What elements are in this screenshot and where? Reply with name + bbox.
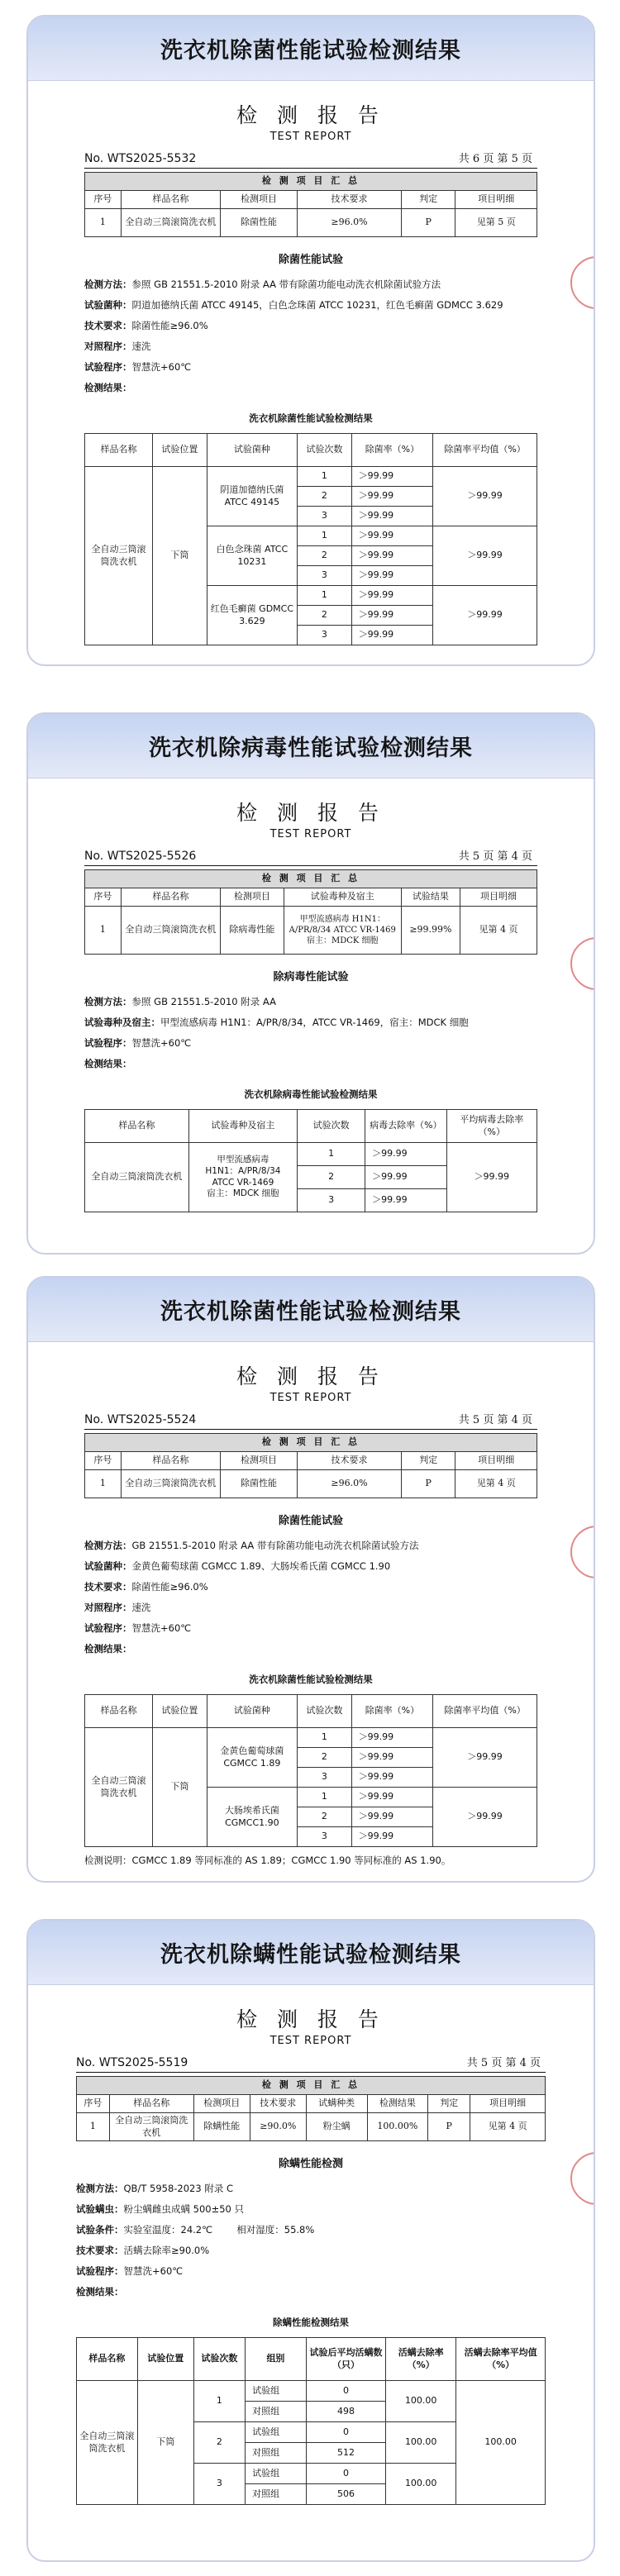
report-document: [84, 96, 537, 645]
report-card-anti-mite: [26, 1919, 595, 2562]
summary-header: 项目明细: [470, 2095, 546, 2113]
summary-cell: 全自动三筒滚筒洗衣机: [121, 1470, 220, 1498]
group-label: 对照组: [246, 2443, 307, 2464]
group-label: 对照组: [246, 2484, 307, 2505]
field-label: 试验螨虫：: [76, 2203, 124, 2215]
report-number: No. WTS2025-5532: [84, 152, 197, 165]
run-number: 2: [298, 487, 352, 507]
run-number: 2: [298, 1807, 352, 1827]
summary-cell: 甲型流感病毒 H1N1：A/PR/8/34 ATCC VR-1469 宿主：MDCK 细胞: [284, 907, 401, 955]
report-subtitle: TEST REPORT: [269, 828, 352, 840]
results-header: 病毒去除率（%）: [365, 1110, 446, 1143]
organism-cell: 大肠埃希氏菌 CGMCC1.90: [207, 1788, 297, 1847]
results-table: [76, 2337, 546, 2505]
run-number: 3: [298, 566, 352, 586]
field-label: 试验程序：: [84, 1622, 132, 1634]
group-label: 试验组: [246, 2464, 307, 2484]
removal-rate: ＞99.99: [351, 1807, 432, 1827]
summary-table: [76, 2076, 546, 2141]
average-rate: ＞99.99: [433, 586, 537, 645]
mite-count: 0: [306, 2464, 385, 2484]
section-title: 除菌性能试验: [278, 254, 343, 266]
results-header: 平均病毒去除率（%）: [446, 1110, 537, 1143]
summary-cell: 全自动三筒滚筒洗衣机: [121, 209, 220, 237]
position-cell: 下筒: [153, 467, 207, 645]
field-row: [84, 1577, 537, 1598]
field-label: 检测结果：: [84, 1058, 132, 1069]
summary-header: 判定: [401, 1452, 455, 1470]
position-cell: 下筒: [153, 1728, 207, 1847]
results-table-title: 洗衣机除菌性能试验检测结果: [249, 1674, 373, 1685]
field-row: [84, 336, 537, 357]
field-value: 除菌性能≥96.0%: [131, 320, 208, 331]
mite-count: 512: [306, 2443, 385, 2464]
run-number: 2: [298, 1748, 352, 1768]
summary-table: [84, 869, 537, 955]
results-header: 试验次数: [298, 1695, 352, 1728]
group-label: 试验组: [246, 2422, 307, 2443]
sample-name-cell: 全自动三筒滚筒洗衣机: [85, 467, 153, 645]
run-number: 1: [298, 1788, 352, 1807]
field-row: [76, 2178, 546, 2199]
field-label: 对照程序：: [84, 340, 132, 352]
field-row: [84, 357, 537, 378]
organism-cell: 阴道加德纳氏菌 ATCC 49145: [207, 467, 297, 526]
field-value: 速洗: [131, 340, 151, 352]
card-banner: [28, 1278, 594, 1342]
report-number: No. WTS2025-5519: [76, 2056, 188, 2069]
summary-header: 样品名称: [121, 1452, 220, 1470]
removal-rate: ＞99.99: [365, 1166, 446, 1189]
summary-header: 序号: [85, 1452, 122, 1470]
summary-header: 项目明细: [460, 888, 537, 907]
average-rate: ＞99.99: [433, 526, 537, 586]
summary-cell: 1: [85, 1470, 122, 1498]
field-label: 检测结果：: [84, 1643, 132, 1655]
field-value: 实验室温度：24.2℃ 相对湿度：55.8%: [123, 2224, 315, 2236]
field-row: [84, 1054, 537, 1074]
field-value: 智慧洗+60℃: [131, 1622, 192, 1634]
summary-header: 判定: [428, 2095, 470, 2113]
results-table-title: 除螨性能检测结果: [273, 2316, 349, 2328]
report-meta: [76, 2054, 546, 2073]
summary-header: 试螨种类: [306, 2095, 367, 2113]
report-meta: [84, 847, 537, 866]
results-table: [84, 1109, 537, 1212]
field-label: 检测方法：: [84, 1540, 132, 1551]
page-count: 共 5 页 第 4 页: [466, 2057, 541, 2069]
field-label: 检测方法：: [84, 996, 132, 1007]
banner-title: 洗衣机除病毒性能试验检测结果: [149, 736, 473, 761]
field-label: 对照程序：: [84, 1602, 132, 1613]
summary-caption: 检 测 项 目 汇 总: [77, 2077, 546, 2095]
field-value: 智慧洗+60℃: [131, 1037, 192, 1049]
field-value: 参照 GB 21551.5-2010 附录 AA: [131, 996, 276, 1007]
results-header: 活螨去除率（%）: [386, 2338, 456, 2381]
summary-cell: 除菌性能: [221, 209, 298, 237]
run-number: 3: [193, 2464, 245, 2505]
test-note: 检测说明：CGMCC 1.89 等同标准的 AS 1.89；CGMCC 1.90 等同标准的 AS 1.90。: [84, 1855, 451, 1866]
test-fields: [76, 2178, 546, 2302]
removal-rate: ＞99.99: [351, 1728, 432, 1748]
section-title: 除菌性能试验: [278, 1515, 343, 1527]
report-card-antibacterial-2: [26, 1276, 595, 1883]
test-fields: [84, 1536, 537, 1659]
summary-header: 序号: [77, 2095, 110, 2113]
group-label: 试验组: [246, 2381, 307, 2402]
field-value: 参照 GB 21551.5-2010 附录 AA 带有除菌功能电动洗衣机除菌试验方法: [131, 279, 441, 290]
summary-cell: ≥96.0%: [298, 1470, 402, 1498]
card-banner: [28, 714, 594, 779]
organism-cell: 金黄色葡萄球菌 CGMCC 1.89: [207, 1728, 297, 1788]
summary-header: 样品名称: [109, 2095, 193, 2113]
field-row: [84, 316, 537, 336]
run-number: 3: [298, 1827, 352, 1847]
run-number: 1: [193, 2381, 245, 2422]
summary-cell: 见第 4 页: [455, 1470, 537, 1498]
field-row: [84, 378, 537, 398]
group-label: 对照组: [246, 2402, 307, 2422]
report-card-antiviral: [26, 712, 595, 1255]
results-header: 样品名称: [77, 2338, 138, 2381]
average-rate: ＞99.99: [446, 1143, 537, 1212]
results-header: 组别: [246, 2338, 307, 2381]
removal-rate: ＞99.99: [351, 487, 432, 507]
results-table: [84, 433, 537, 645]
summary-cell: 100.00%: [367, 2113, 428, 2141]
field-value: 速洗: [131, 1602, 151, 1613]
section-title: 除病毒性能试验: [273, 971, 349, 983]
field-value: 智慧洗+60℃: [123, 2265, 184, 2277]
results-header: 活螨去除率平均值（%）: [456, 2338, 546, 2381]
run-number: 2: [298, 546, 352, 566]
test-fields: [84, 992, 537, 1074]
field-row: [84, 295, 537, 316]
field-value: 金黄色葡萄球菌 CGMCC 1.89、大肠埃希氏菌 CGMCC 1.90: [131, 1560, 391, 1572]
position-cell: 下筒: [137, 2381, 193, 2505]
field-row: [76, 2261, 546, 2282]
summary-header: 序号: [85, 888, 122, 907]
red-seal-stamp: [570, 1526, 595, 1578]
report-subtitle: TEST REPORT: [269, 2035, 352, 2047]
summary-caption: 检 测 项 目 汇 总: [85, 173, 537, 191]
field-label: 检测方法：: [76, 2183, 124, 2194]
field-label: 检测结果：: [84, 382, 132, 393]
results-header: 除菌率平均值（%）: [433, 434, 537, 467]
summary-header: 技术要求: [298, 191, 402, 209]
field-value: 除菌性能≥96.0%: [131, 1581, 208, 1593]
field-label: 试验菌种：: [84, 299, 132, 311]
removal-rate: ＞99.99: [365, 1189, 446, 1212]
test-fields: [84, 274, 537, 398]
run-number: 1: [298, 467, 352, 487]
field-value: 阴道加德纳氏菌 ATCC 49145，白色念珠菌 ATCC 10231，红色毛癣菌 GDMCC 3.629: [131, 299, 503, 311]
summary-cell: ≥99.99%: [401, 907, 460, 955]
field-label: 技术要求：: [76, 2245, 124, 2256]
mite-count: 498: [306, 2402, 385, 2422]
page-count: 共 5 页 第 4 页: [458, 850, 532, 863]
summary-cell: P: [401, 1470, 455, 1498]
results-header: 除菌率（%）: [351, 434, 432, 467]
summary-header: 样品名称: [121, 888, 220, 907]
removal-rate: ＞99.99: [351, 546, 432, 566]
field-row: [84, 1556, 537, 1577]
summary-header: 检测项目: [221, 191, 298, 209]
report-number: No. WTS2025-5526: [84, 850, 197, 863]
field-row: [76, 2199, 546, 2220]
summary-cell: 见第 5 页: [455, 209, 537, 237]
results-header: 试验菌种: [207, 434, 297, 467]
run-number: 1: [298, 586, 352, 606]
summary-table: [84, 172, 537, 237]
report-title: 检 测 报 告: [236, 1364, 385, 1388]
results-table: [84, 1694, 537, 1847]
virus-line: 宿主：MDCK 细胞: [207, 1188, 279, 1199]
results-header: 试验位置: [137, 2338, 193, 2381]
results-header: 试验毒种及宿主: [188, 1110, 297, 1143]
summary-header: 项目明细: [455, 1452, 537, 1470]
report-title: 检 测 报 告: [236, 103, 385, 127]
field-label: 试验程序：: [84, 361, 132, 373]
banner-title: 洗衣机除菌性能试验检测结果: [160, 1299, 461, 1325]
report-meta: [84, 150, 537, 169]
summary-header: 技术要求: [298, 1452, 402, 1470]
removal-rate: ＞99.99: [351, 507, 432, 526]
run-number: 2: [298, 606, 352, 626]
field-label: 试验毒种及宿主：: [84, 1017, 160, 1028]
field-label: 试验程序：: [84, 1037, 132, 1049]
organism-cell: 红色毛癣菌 GDMCC 3.629: [207, 586, 297, 645]
summary-cell: 见第 4 页: [460, 907, 537, 955]
summary-caption: 检 测 项 目 汇 总: [85, 1434, 537, 1452]
average-rate: ＞99.99: [433, 467, 537, 526]
removal-rate: 100.00: [386, 2381, 456, 2422]
run-number: 3: [298, 1189, 365, 1212]
field-value: QB/T 5958-2023 附录 C: [123, 2183, 234, 2194]
mite-count: 0: [306, 2381, 385, 2402]
results-header: 试验位置: [153, 1695, 207, 1728]
report-document: [84, 793, 537, 1212]
removal-rate: ＞99.99: [351, 1788, 432, 1807]
summary-cell: 1: [77, 2113, 110, 2141]
sample-name-cell: 全自动三筒滚筒洗衣机: [77, 2381, 138, 2505]
mite-count: 506: [306, 2484, 385, 2505]
removal-rate: ＞99.99: [365, 1143, 446, 1166]
summary-cell: 1: [85, 209, 122, 237]
results-header: 样品名称: [85, 1110, 189, 1143]
summary-header: 检测结果: [367, 2095, 428, 2113]
results-header: 试验次数: [298, 1110, 365, 1143]
field-value: 智慧洗+60℃: [131, 361, 192, 373]
results-header: 样品名称: [85, 434, 153, 467]
summary-header: 项目明细: [455, 191, 537, 209]
removal-rate: ＞99.99: [351, 626, 432, 645]
field-label: 试验程序：: [76, 2265, 124, 2277]
report-subtitle: TEST REPORT: [269, 131, 352, 143]
card-banner: [28, 1921, 594, 1985]
red-seal-stamp: [570, 2152, 595, 2205]
field-value: GB 21551.5-2010 附录 AA 带有除菌功能电动洗衣机除菌试验方法: [131, 1540, 419, 1551]
removal-rate: ＞99.99: [351, 1827, 432, 1847]
report-title: 检 测 报 告: [236, 2007, 385, 2031]
field-value: 粉尘螨雌虫成螨 500±50 只: [123, 2203, 245, 2215]
removal-rate: ＞99.99: [351, 566, 432, 586]
sample-name-cell: 全自动三筒滚筒洗衣机: [85, 1143, 189, 1212]
report-document: [76, 2000, 546, 2505]
mite-count: 0: [306, 2422, 385, 2443]
run-number: 3: [298, 507, 352, 526]
card-banner: [28, 17, 594, 81]
field-row: [84, 992, 537, 1012]
removal-rate: ＞99.99: [351, 586, 432, 606]
summary-cell: ≥96.0%: [298, 209, 402, 237]
run-number: 3: [298, 626, 352, 645]
results-header: 试验次数: [193, 2338, 245, 2381]
field-row: [84, 1033, 537, 1054]
page-count: 共 6 页 第 5 页: [458, 153, 532, 165]
summary-header: 检测项目: [221, 888, 284, 907]
results-header: 样品名称: [85, 1695, 153, 1728]
field-row: [84, 1012, 537, 1033]
report-title: 检 测 报 告: [236, 801, 385, 825]
field-row: [76, 2240, 546, 2261]
removal-rate: ＞99.99: [351, 526, 432, 546]
summary-cell: P: [401, 209, 455, 237]
field-row: [84, 274, 537, 295]
summary-table: [84, 1433, 537, 1498]
virus-line: 甲型流感病毒: [217, 1155, 269, 1165]
run-number: 1: [298, 1143, 365, 1166]
run-number: 1: [298, 526, 352, 546]
summary-cell: 粉尘螨: [306, 2113, 367, 2141]
summary-cell: 1: [85, 907, 122, 955]
virus-host-cell: [188, 1143, 297, 1212]
field-label: 检测结果：: [76, 2286, 124, 2297]
average-rate: ＞99.99: [433, 1728, 537, 1788]
removal-rate: ＞99.99: [351, 467, 432, 487]
removal-rate: ＞99.99: [351, 606, 432, 626]
summary-header: 样品名称: [121, 191, 220, 209]
summary-cell: 全自动三筒滚筒洗衣机: [121, 907, 220, 955]
average-rate: 100.00: [456, 2381, 546, 2505]
field-row: [84, 1639, 537, 1659]
field-row: [76, 2282, 546, 2302]
run-number: 1: [298, 1728, 352, 1748]
organism-cell: 白色念珠菌 ATCC 10231: [207, 526, 297, 586]
summary-header: 序号: [85, 191, 122, 209]
results-table-title: 洗衣机除菌性能试验检测结果: [249, 412, 373, 424]
banner-title: 洗衣机除螨性能试验检测结果: [160, 1942, 461, 1968]
summary-header: 试验结果: [401, 888, 460, 907]
report-subtitle: TEST REPORT: [269, 1392, 352, 1404]
page-count: 共 5 页 第 4 页: [458, 1414, 532, 1426]
red-seal-stamp: [570, 256, 595, 309]
results-header: 试验后平均活螨数（只）: [306, 2338, 385, 2381]
field-label: 技术要求：: [84, 320, 132, 331]
summary-header: 技术要求: [250, 2095, 306, 2113]
results-header: 除菌率（%）: [351, 1695, 432, 1728]
summary-cell: 除螨性能: [193, 2113, 250, 2141]
report-document: [84, 1357, 537, 1867]
field-label: 技术要求：: [84, 1581, 132, 1593]
field-value: 活螨去除率≥90.0%: [123, 2245, 210, 2256]
red-seal-stamp: [570, 937, 595, 990]
summary-cell: 见第 4 页: [470, 2113, 546, 2141]
run-number: 2: [193, 2422, 245, 2464]
removal-rate: 100.00: [386, 2464, 456, 2505]
field-row: [84, 1618, 537, 1639]
removal-rate: ＞99.99: [351, 1748, 432, 1768]
summary-cell: ≥90.0%: [250, 2113, 306, 2141]
summary-header: 试验毒种及宿主: [284, 888, 401, 907]
sample-name-cell: 全自动三筒滚筒洗衣机: [85, 1728, 153, 1847]
field-label: 试验菌种：: [84, 1560, 132, 1572]
field-label: 试验条件：: [76, 2224, 124, 2236]
run-number: 2: [298, 1166, 365, 1189]
results-header: 试验菌种: [207, 1695, 297, 1728]
results-header: 试验位置: [153, 434, 207, 467]
removal-rate: ＞99.99: [351, 1768, 432, 1788]
field-label: 检测方法：: [84, 279, 132, 290]
virus-line: ATCC VR-1469: [212, 1177, 274, 1188]
results-header: 试验次数: [298, 434, 352, 467]
virus-line: H1N1：A/PR/8/34: [205, 1165, 281, 1176]
removal-rate: 100.00: [386, 2422, 456, 2464]
summary-cell: 除菌性能: [221, 1470, 298, 1498]
average-rate: ＞99.99: [433, 1788, 537, 1847]
report-meta: [84, 1411, 537, 1430]
summary-header: 判定: [401, 191, 455, 209]
banner-title: 洗衣机除菌性能试验检测结果: [160, 38, 461, 64]
summary-header: 检测项目: [193, 2095, 250, 2113]
report-number: No. WTS2025-5524: [84, 1413, 197, 1426]
field-row: [76, 2220, 546, 2240]
field-row: [84, 1598, 537, 1618]
run-number: 3: [298, 1768, 352, 1788]
report-card-antibacterial-1: [26, 15, 595, 666]
summary-cell: 除病毒性能: [221, 907, 284, 955]
field-value: 甲型流感病毒 H1N1：A/PR/8/34，ATCC VR-1469，宿主：MDCK 细胞: [160, 1017, 469, 1028]
summary-cell: P: [428, 2113, 470, 2141]
results-table-title: 洗衣机除病毒性能试验检测结果: [244, 1088, 378, 1100]
section-title: 除螨性能检测: [278, 2158, 343, 2170]
results-header: 除菌率平均值（%）: [433, 1695, 537, 1728]
summary-caption: 检 测 项 目 汇 总: [85, 870, 537, 888]
summary-header: 检测项目: [221, 1452, 298, 1470]
field-row: [84, 1536, 537, 1556]
summary-cell: 全自动三筒滚筒洗衣机: [109, 2113, 193, 2141]
